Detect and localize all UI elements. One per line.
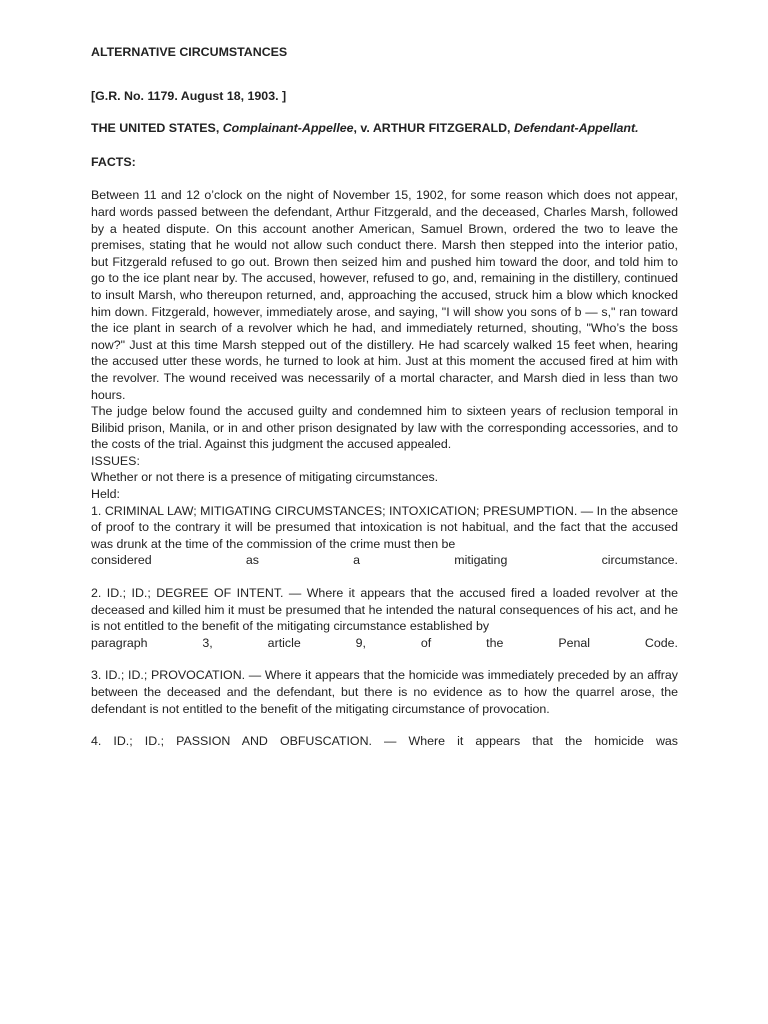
held-item-2 xyxy=(91,585,678,651)
issue-text: Whether or not there is a presence of mitigating circumstances. xyxy=(91,470,439,485)
held-item-text: 1. CRIMINAL LAW; MITIGATING CIRCUMSTANCES; INTOXICATION; PRESUMPTION. — In the absence of proof to the contrary it will be presumed that intoxication is not habitual, and the fact that the accused was drunk at the time of the commission of the crime must then be xyxy=(91,503,678,551)
plaintiff-role: Complainant-Appellee xyxy=(222,121,354,136)
facts-heading: FACTS: xyxy=(91,154,136,169)
versus-defendant: , v. ARTHUR FITZGERALD, xyxy=(353,121,511,136)
document-page xyxy=(91,44,678,766)
held-item-tail: considered as a mitigating circumstance. xyxy=(91,553,678,568)
held-item-3 xyxy=(91,667,678,717)
held-item-1 xyxy=(91,503,678,569)
held-item-4 xyxy=(91,733,678,750)
held-item-tail: paragraph 3, article 9, of the Penal Code. xyxy=(91,635,678,650)
document-title: ALTERNATIVE CIRCUMSTANCES xyxy=(91,45,288,59)
issues-label: ISSUES: xyxy=(91,453,140,468)
held-item-text: 4. ID.; ID.; PASSION AND OBFUSCATION. — Where it appears that the homicide was xyxy=(91,734,678,749)
defendant-role: Defendant-Appellant. xyxy=(513,121,639,136)
plaintiff-name: THE UNITED STATES, xyxy=(91,121,220,136)
case-parties xyxy=(91,120,678,137)
case-number: [G.R. No. 1179. August 18, 1903. ] xyxy=(91,88,287,103)
judgment-paragraph: The judge below found the accused guilty and condemned him to sixteen years of reclusion temporal in Bilibid prison, Manila, or in and other prison designated by law with the corresponding accessories, and to the costs of the trial. Against this judgment the accused appealed. xyxy=(91,404,678,452)
facts-paragraph: Between 11 and 12 o’clock on the night of November 15, 1902, for some reason which does not appear, hard words passed between the defendant, Arthur Fitzgerald, and the deceased, Charles Marsh, followed by a heated dispute. On this account another American, Samuel Brown, ordered the two to leave the premises, stating that he would not allow such conduct there. Marsh then stepped into the interior patio, but Fitzgerald refused to go out. Brown then seized him and pushed him toward the door, and told him to go to the ice plant near by. The accused, however, refused to go, and, remaining in the distillery, continued to insult Marsh, who thereupon returned, and, approaching the accused, struck him a blow which knocked him down. Fitzgerald, however, immediately arose, and saying, "I will show you sons of b — s," ran toward the ice plant in search of a revolver which he had, and immediately returned, shouting, "Who’s the boss now?" Just at this time Marsh stepped out of the distillery. He had scarcely walked 15 feet when, hearing the accused utter these words, he turned to look at him. Just at this moment the accused fired at him with the revolver. The wound received was necessarily of a mortal character, and Marsh died in less than two hours. xyxy=(91,188,678,402)
held-item-text: 3. ID.; ID.; PROVOCATION. — Where it appears that the homicide was immediately preceded by an affray between the deceased and the defendant, but there is no evidence as to how the quarrel arose, the defendant is not entitled to the benefit of the mitigating circumstance of provocation. xyxy=(91,668,678,716)
held-label: Held: xyxy=(91,487,120,502)
held-item-text: 2. ID.; ID.; DEGREE OF INTENT. — Where it appears that the accused fired a loaded revolver at the deceased and killed him it must be presumed that he intended the natural consequences of his act, and he is not entitled to the benefit of the mitigating circumstance established by xyxy=(91,586,678,634)
